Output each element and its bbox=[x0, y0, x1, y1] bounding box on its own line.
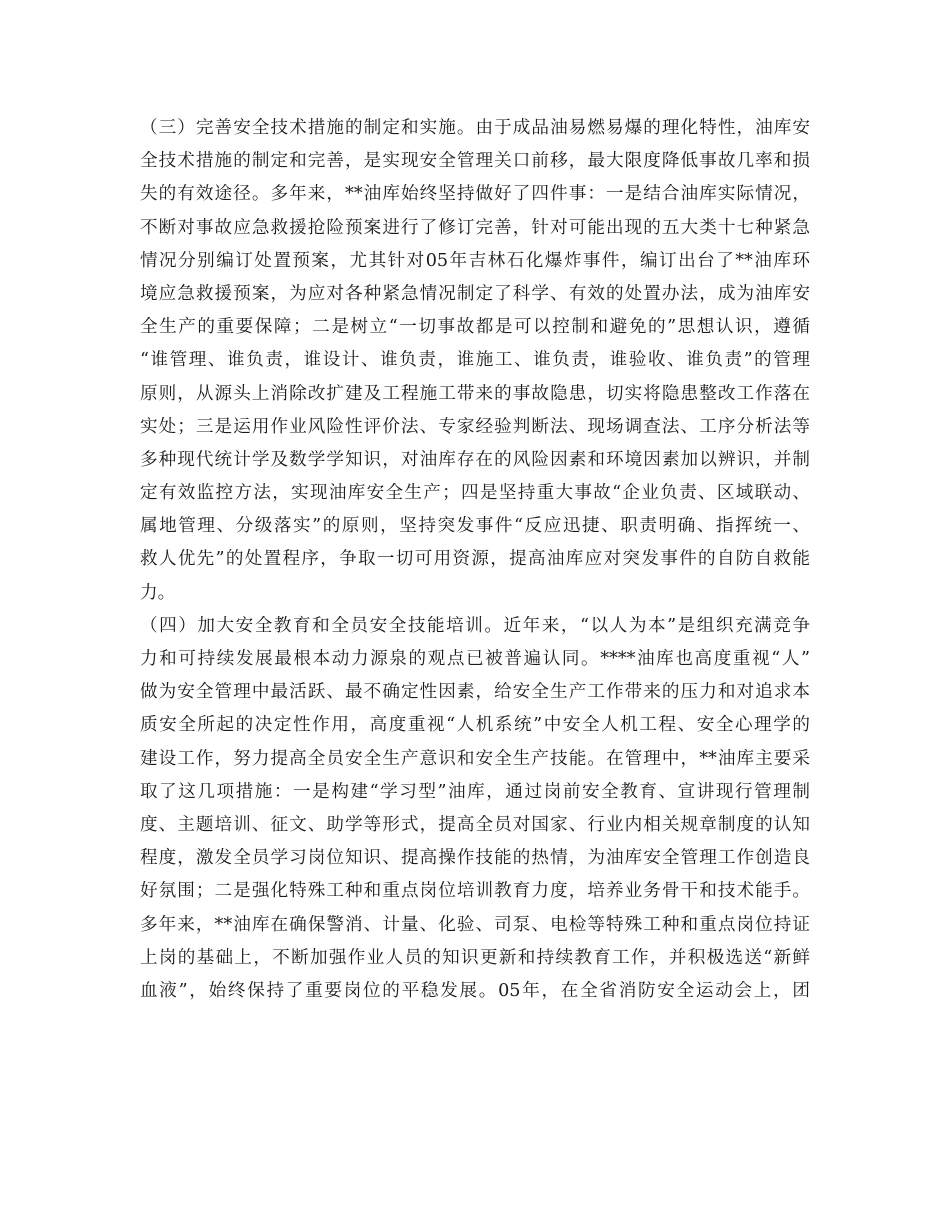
text-line: 力和可持续发展最根本动力源泉的观点已被普遍认同。****油库也高度重视“人” bbox=[140, 649, 810, 669]
document-body bbox=[140, 112, 810, 1008]
text-line: 实处；三是运用作业风险性评价法、专家经验判断法、现场调查法、工序分析法等 bbox=[140, 416, 810, 437]
text-line: 原则，从源头上消除改扩建及工程施工带来的事故隐患，切实将隐患整改工作落在 bbox=[140, 383, 810, 404]
text-line: 血液”，始终保持了重要岗位的平稳发展。05年，在全省消防安全运动会上，团 bbox=[140, 980, 810, 1001]
text-line: 全生产的重要保障；二是树立“一切事故都是可以控制和避免的”思想认识，遵循 bbox=[140, 317, 810, 338]
text-line: 上岗的基础上，不断加强作业人员的知识更新和持续教育工作，并积极选送“新鲜 bbox=[140, 947, 810, 968]
text-line: “谁管理、谁负责，谁设计、谁负责，谁施工、谁负责，谁验收、谁负责”的管理 bbox=[140, 350, 810, 371]
text-line: 质安全所起的决定性作用，高度重视“人机系统”中安全人机工程、安全心理学的 bbox=[140, 715, 810, 736]
text-line: 救人优先”的处置程序，争取一切可用资源，提高油库应对突发事件的自防自救能 bbox=[140, 549, 810, 570]
text-line: 建设工作，努力提高全员安全生产意识和安全生产技能。在管理中，**油库主要采 bbox=[140, 748, 810, 769]
text-line: 不断对事故应急救援抢险预案进行了修订完善，针对可能出现的五大类十七种紧急 bbox=[140, 217, 810, 238]
text-line: 多年来，**油库在确保警消、计量、化验、司泵、电检等特殊工种和重点岗位持证 bbox=[140, 914, 810, 935]
text-line: 境应急救援预案，为应对各种紧急情况制定了科学、有效的处置办法，成为油库安 bbox=[140, 283, 810, 304]
text-line: 全技术措施的制定和完善，是实现安全管理关口前移，最大限度降低事故几率和损 bbox=[140, 151, 810, 172]
text-line: 做为安全管理中最活跃、最不确定性因素，给安全生产工作带来的压力和对追求本 bbox=[140, 682, 810, 703]
text-line: 情况分别编订处置预案，尤其针对05年吉林石化爆炸事件，编订出台了**油库环 bbox=[140, 250, 810, 271]
text-line: 程度，激发全员学习岗位知识、提高操作技能的热情，为油库安全管理工作创造良 bbox=[140, 848, 810, 869]
text-line: 定有效监控方法，实现油库安全生产；四是坚持重大事故“企业负责、区域联动、 bbox=[140, 483, 810, 504]
text-line: 失的有效途径。多年来，**油库始终坚持做好了四件事：一是结合油库实际情况， bbox=[140, 184, 810, 205]
text-line: 力。 bbox=[140, 582, 176, 603]
text-line: 多种现代统计学及数学学知识，对油库存在的风险因素和环境因素加以辨识，并制 bbox=[140, 449, 810, 470]
text-line: 好氛围；二是强化特殊工种和重点岗位培训教育力度，培养业务骨干和技术能手。 bbox=[140, 881, 810, 902]
text-line: （三）完善安全技术措施的制定和实施。由于成品油易燃易爆的理化特性，油库安 bbox=[140, 118, 810, 138]
text-line: 取了这几项措施：一是构建“学习型”油库，通过岗前安全教育、宣讲现行管理制 bbox=[140, 781, 810, 802]
text-line: 属地管理、分级落实”的原则，坚持突发事件“反应迅捷、职责明确、指挥统一、 bbox=[140, 516, 810, 537]
text-line: 度、主题培训、征文、助学等形式，提高全员对国家、行业内相关规章制度的认知 bbox=[140, 814, 810, 835]
text-line: （四）加大安全教育和全员安全技能培训。近年来，“以人为本”是组织充满竞争 bbox=[140, 615, 810, 636]
